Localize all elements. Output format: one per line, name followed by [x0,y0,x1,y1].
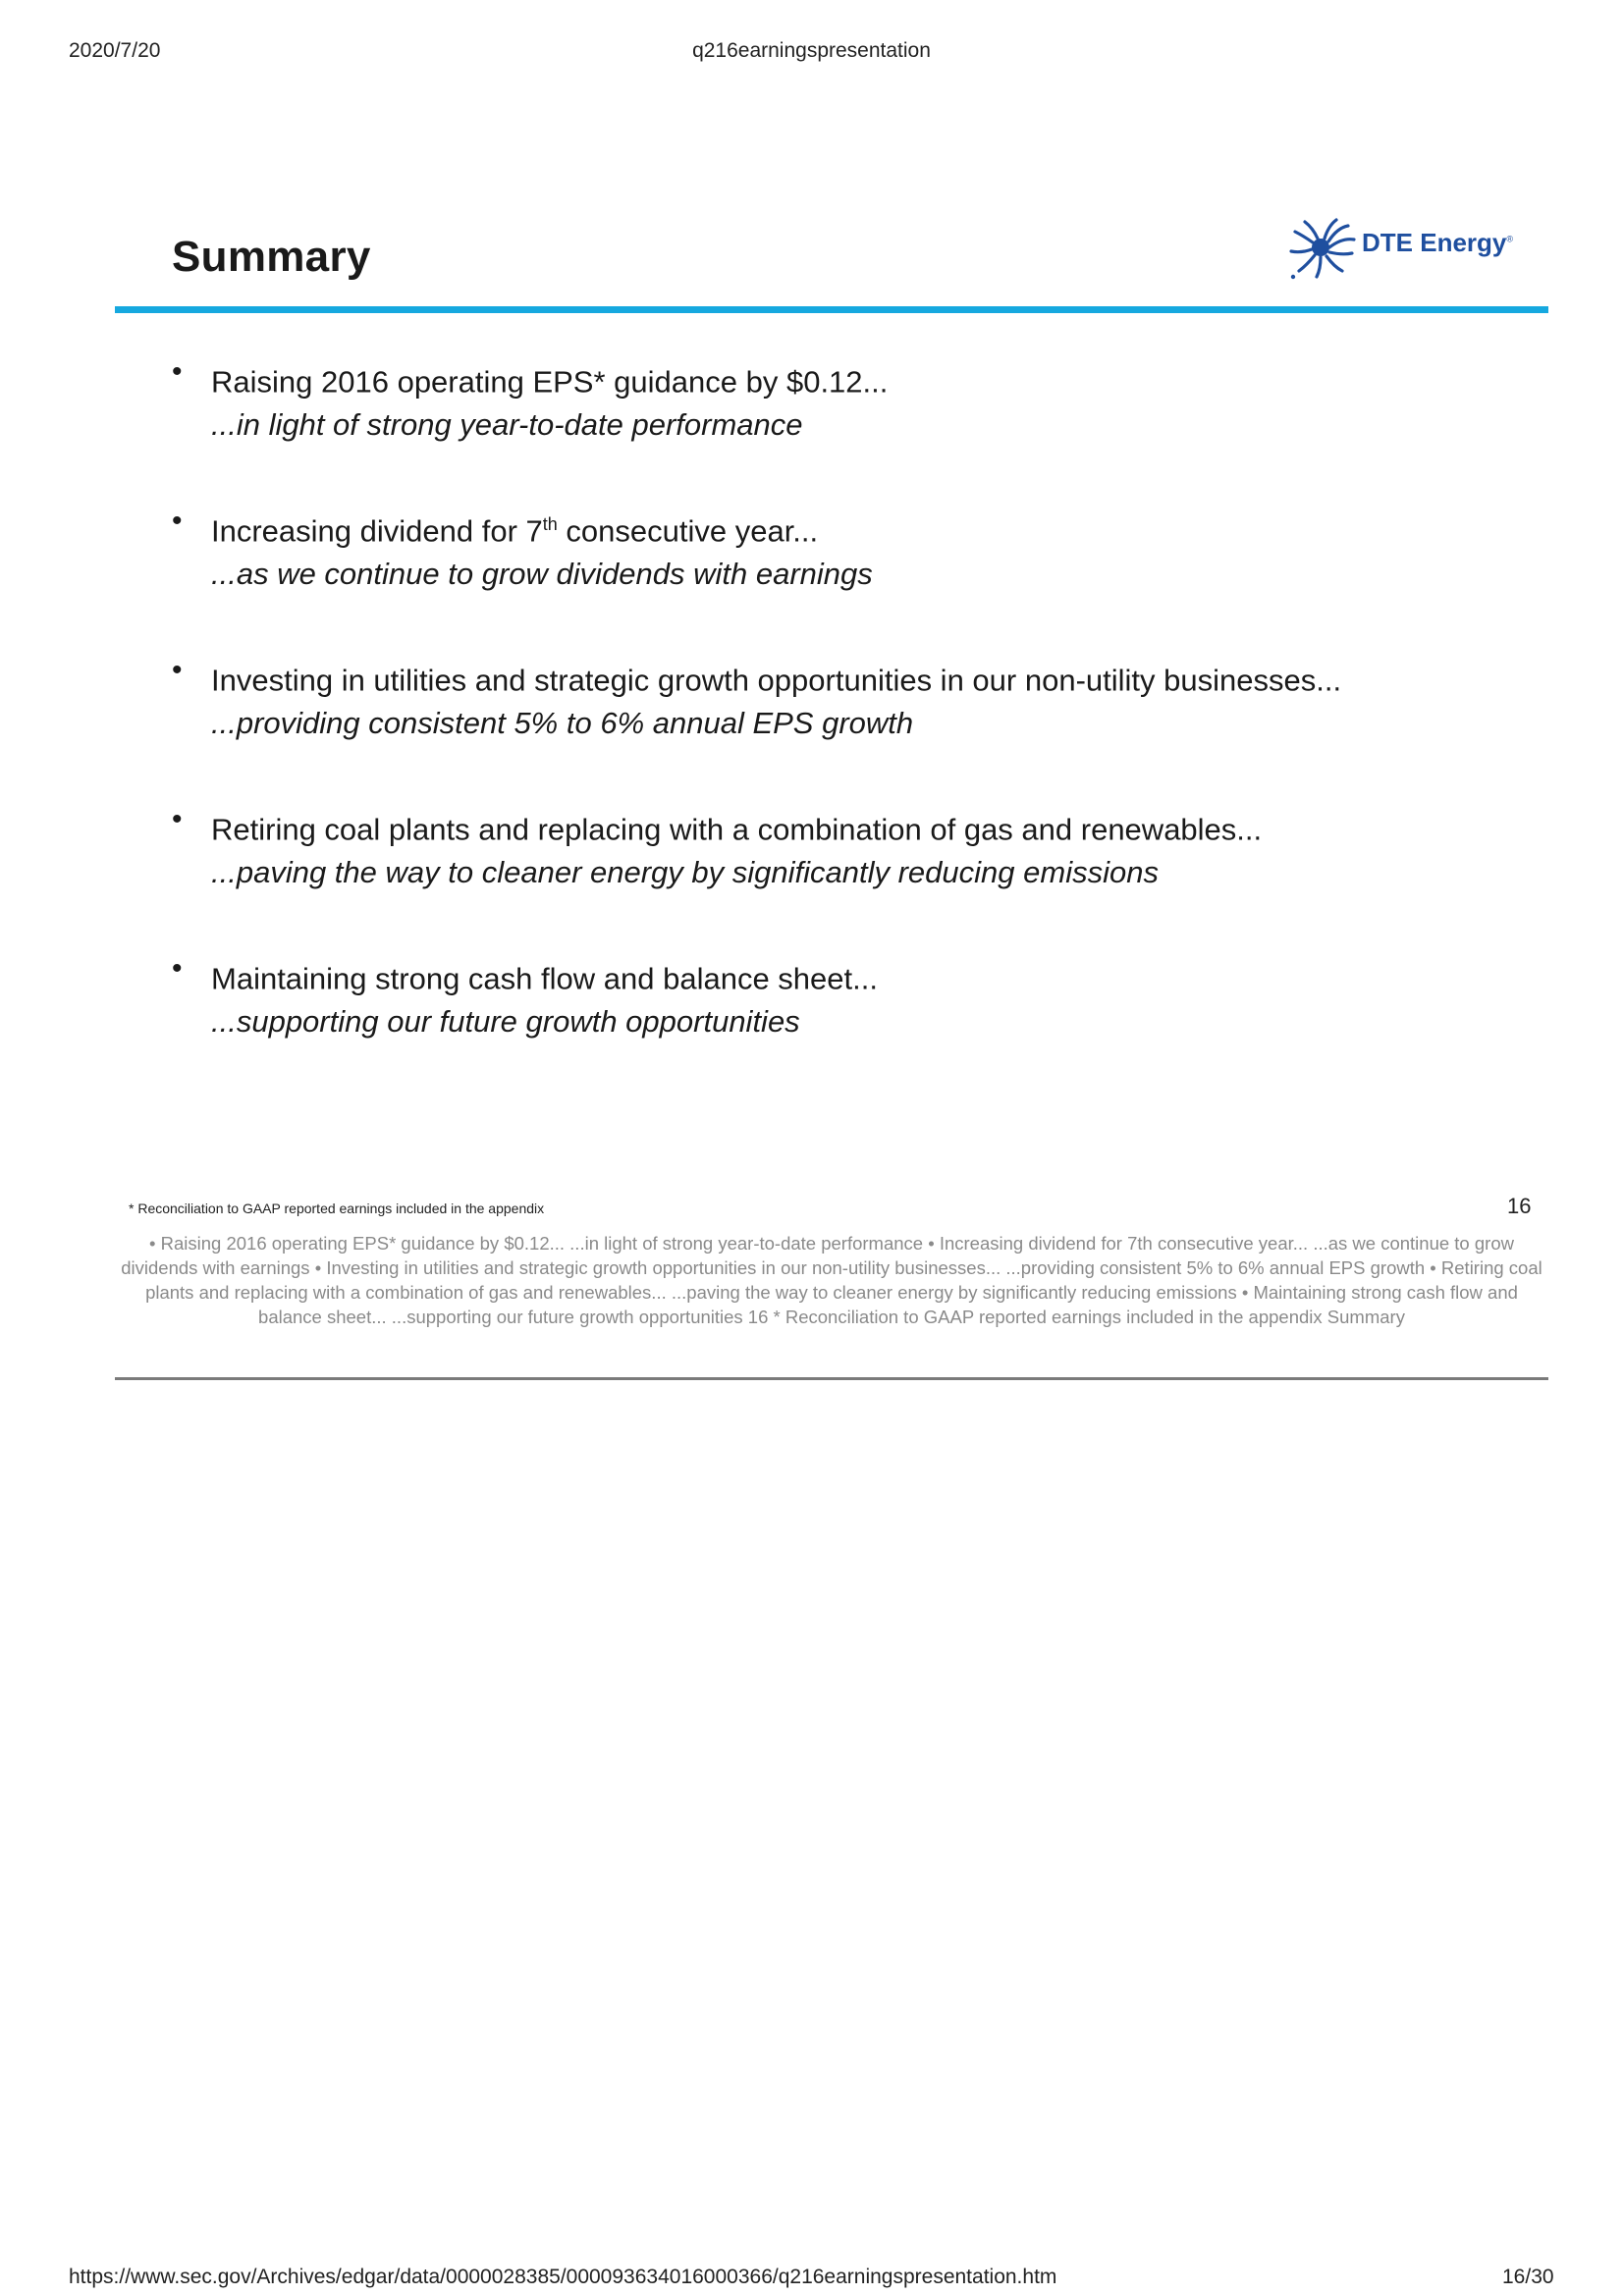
bullet-dot-icon: • [172,654,183,686]
bullet-sub-text: ...providing consistent 5% to 6% annual EPS growth [211,706,914,741]
bullet-item [172,353,1527,503]
slide-title: Summary [172,233,371,281]
slide [115,196,1548,1217]
bullet-main-text: Investing in utilities and strategic growth opportunities in our non-utility businesses... [211,663,1342,698]
bullet-main-text: Retiring coal plants and replacing with a combination of gas and renewables... [211,812,1263,847]
bullet-main-text: Maintaining strong cash flow and balance sheet... [211,961,878,996]
logo-text: DTE Energy [1362,228,1507,257]
print-header-title: q216earningspresentation [692,39,931,62]
logo-wordmark [1362,228,1513,258]
logo-registered-mark: ® [1506,234,1514,244]
bullet-item [172,950,1527,1099]
extracted-text-layer: • Raising 2016 operating EPS* guidance by $0.12... ...in light of strong year-to-date performance • Increasing dividend for 7th consecutive year... ...as we continue to grow dividends with earnings • Investing in utilities and strategic growth opportunities in our non-utility businesses... ...providing consistent 5% to 6% annual EPS growth • Retiring coal plants and replacing with a combination of gas and renewables... ...paving the way to cleaner energy by significantly reducing emissions • Maintaining strong cash flow and balance sheet... ...supporting our future growth opportunities 16 * Reconciliation to GAAP reported earnings included in the appendix Summary [121,1233,1542,1327]
bullet-sub-text: ...paving the way to cleaner energy by significantly reducing emissions [211,855,1159,890]
slide-bottom-divider [115,1377,1548,1380]
bullet-sub-text: ...as we continue to grow dividends with earnings [211,557,873,592]
print-footer-page: 16/30 [1502,2266,1554,2288]
print-footer-url: https://www.sec.gov/Archives/edgar/data/0000028385/000093634016000366/q216earningspresentation.htm [69,2266,1057,2288]
bullet-dot-icon: • [172,952,183,985]
bullet-sub-text: ...supporting our future growth opportunities [211,1004,800,1040]
bullet-main-text: Increasing dividend for 7th consecutive year... [211,513,819,549]
footnote: * Reconciliation to GAAP reported earnings included in the appendix [129,1201,545,1216]
bullet-main-text: Raising 2016 operating EPS* guidance by $0.12... [211,364,889,400]
print-header-date: 2020/7/20 [69,39,161,62]
bullet-sub-text: ...in light of strong year-to-date performance [211,407,803,443]
dte-sunburst-icon [1283,218,1358,283]
bullet-dot-icon: • [172,355,183,388]
bullet-item [172,503,1527,652]
bullet-dot-icon: • [172,803,183,835]
slide-page-number: 16 [1507,1194,1532,1218]
dte-energy-logo [1283,216,1539,285]
summary-bullets [172,353,1527,1099]
bullet-item [172,801,1527,950]
bullet-item [172,652,1527,801]
bullet-dot-icon: • [172,505,183,537]
title-divider [115,306,1548,313]
